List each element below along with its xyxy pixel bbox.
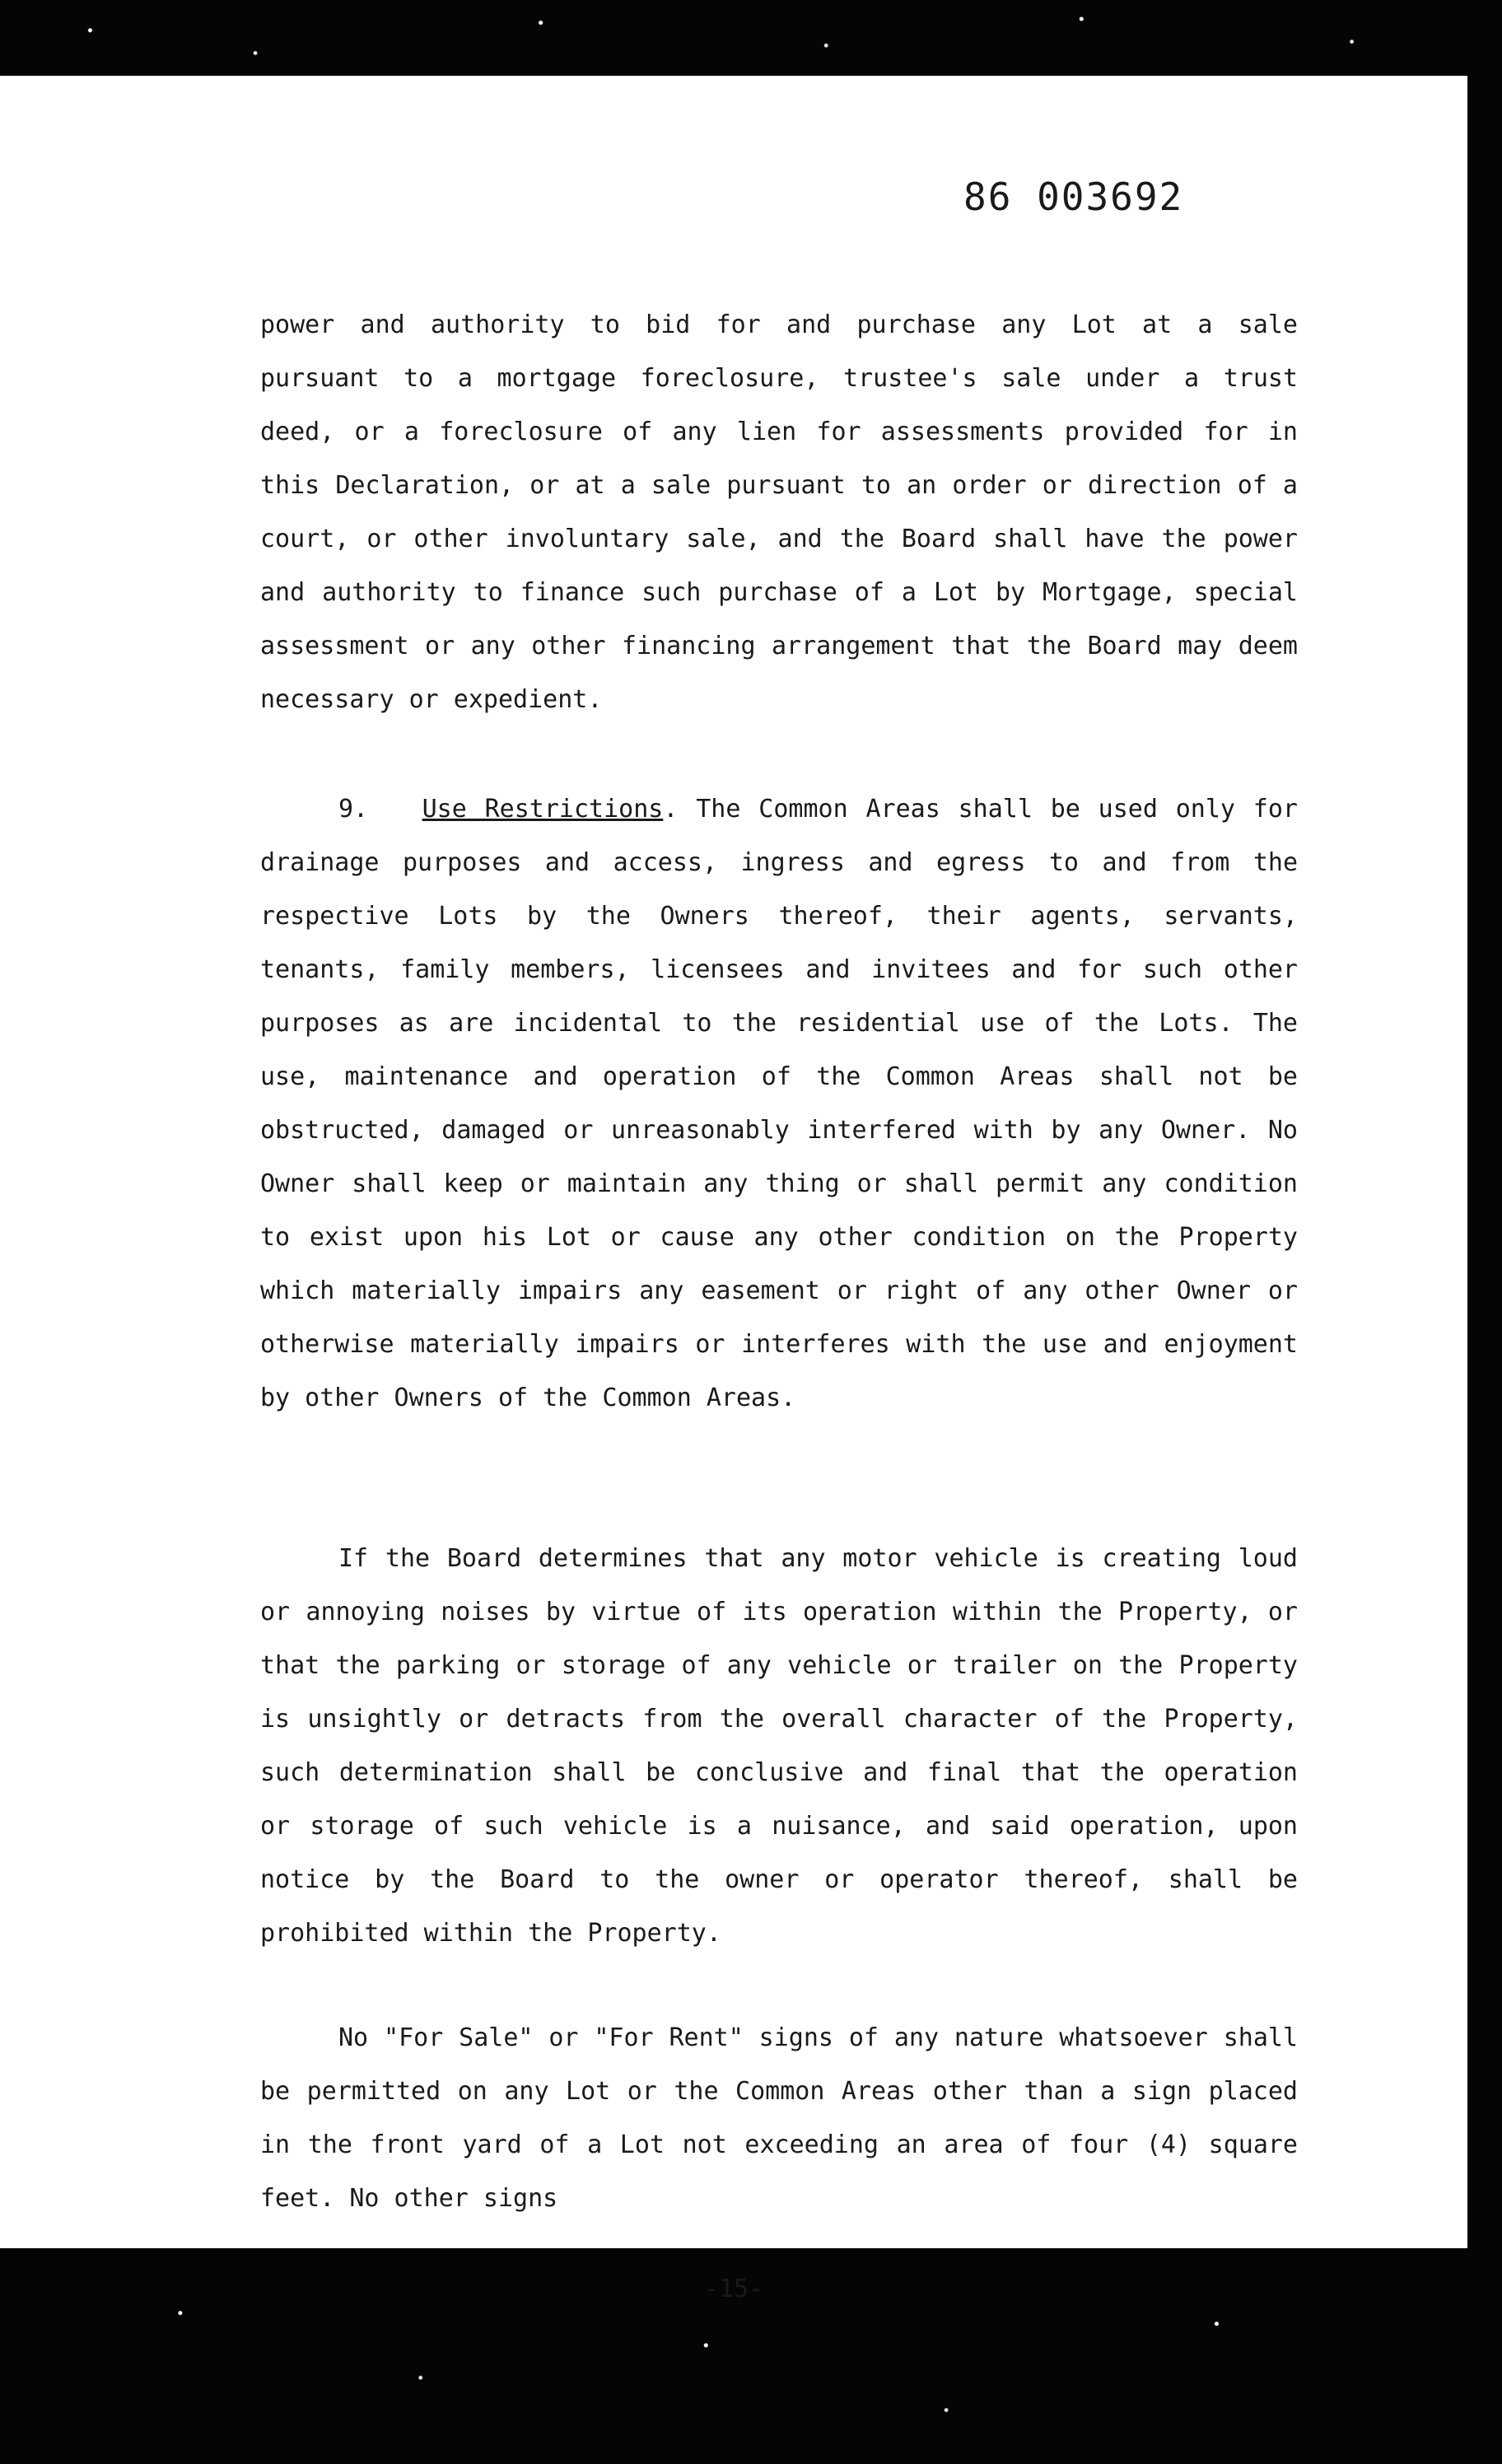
document-page xyxy=(0,76,1467,2303)
paragraph-text: power and authority to bid for and purchase any Lot at a sale pursuant to a mortgage foreclosure, trustee's sale under a trust deed, or a foreclosure of any lien for assessments provided for in this Declaration, or at a sale pursuant to an order or direction of a court, or other involuntary sale, and the Board shall have the power and authority to finance such purchase of a Lot by Mortgage, special assessment or any other financing arrangement that the Board may deem necessary or expedient. xyxy=(260,310,1298,714)
document-number: 86 003692 xyxy=(963,175,1184,219)
paragraph-signs xyxy=(260,2011,1298,2225)
paragraph-text: If the Board determines that any motor vehicle is creating loud or annoying noises by virtue of its operation within the Property, or that the parking or storage of any vehicle or trailer on the Property is unsightly or detracts from the overall character of the Property, such determination shall be conclusive and final that the operation or storage of such vehicle is a nuisance, and said operation, upon notice by the Board to the owner or operator thereof, shall be prohibited within the Property. xyxy=(260,1544,1298,1948)
section-paragraph xyxy=(260,782,1298,1425)
paragraph-motor-vehicles xyxy=(260,1532,1298,1960)
paragraph-text: No "For Sale" or "For Rent" signs of any nature whatsoever shall be permitted on any Lot or the Common Areas other than a sign placed in the front yard of a Lot not exceeding an area of four (4) square feet. No other signs xyxy=(260,2023,1298,2213)
scan-border-top xyxy=(0,0,1502,76)
paragraph-board-authority xyxy=(260,298,1298,726)
page-number: -15- xyxy=(703,2275,764,2303)
scan-border-right xyxy=(1467,76,1502,2283)
section-text: . The Common Areas shall be used only for drainage purposes and access, ingress and egress to and from the respective Lots by the Owners thereof, their agents, servants, tenants, family members, licensees and invitees and for such other purposes as are incidental to the residential use of the Lots. The use, maintenance and operation of the Common Areas shall not be obstructed, damaged or unreasonably interfered with by any Owner. No Owner shall keep or maintain any thing or shall permit any condition to exist upon his Lot or cause any other condition on the Property which materially impairs any easement or right of any other Owner or otherwise materially impairs or interferes with the use and enjoyment by other Owners of the Common Areas. xyxy=(260,795,1298,1412)
section-heading: Use Restrictions xyxy=(422,795,664,824)
section-use-restrictions xyxy=(260,782,1298,1425)
section-number: 9. xyxy=(338,795,369,824)
